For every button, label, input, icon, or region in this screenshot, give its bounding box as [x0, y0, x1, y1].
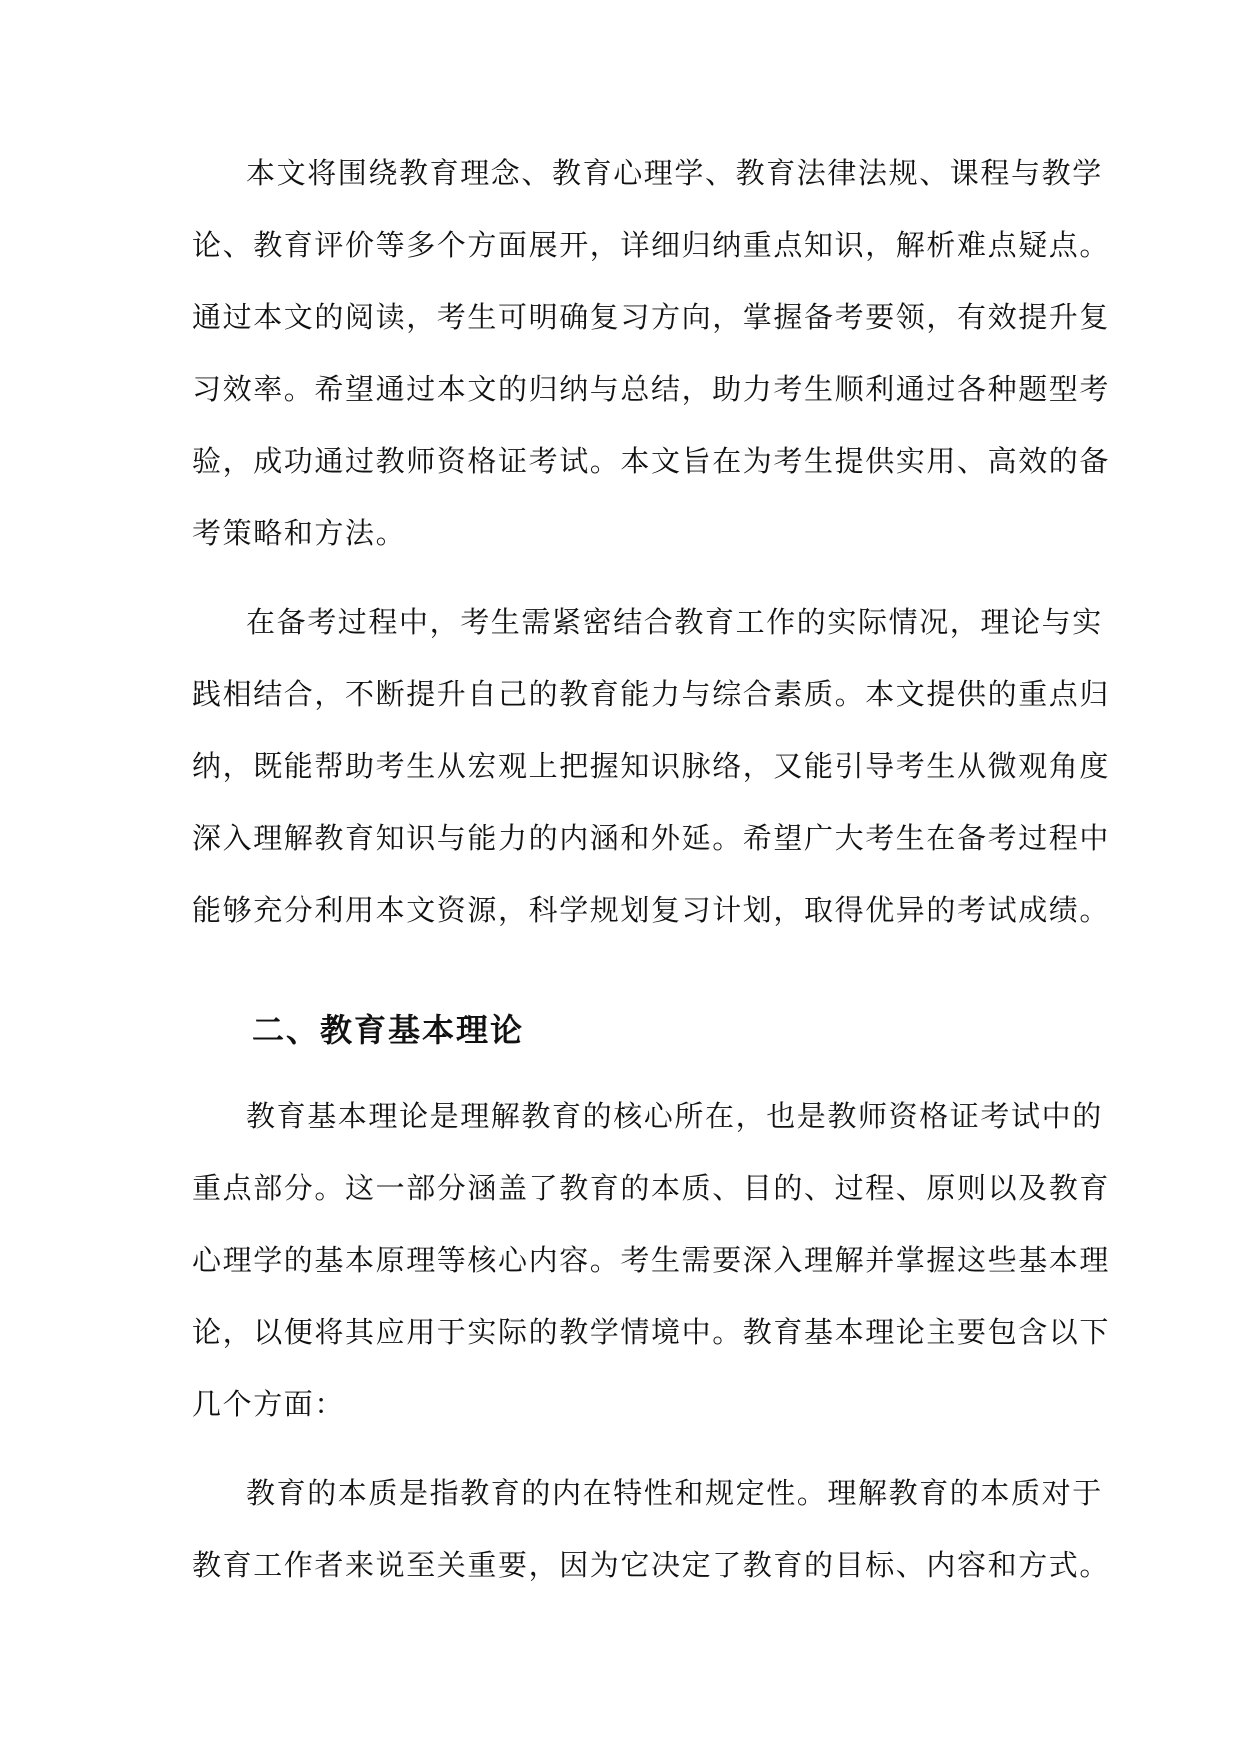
paragraph-line: 教育工作者来说至关重要，因为它决定了教育的目标、内容和方式。 — [192, 1548, 1111, 1582]
paragraph-line: 通过本文的阅读，考生可明确复习方向，掌握备考要领，有效提升复 — [192, 300, 1111, 334]
section-heading: 二、教育基本理论 — [252, 1011, 525, 1049]
paragraph-line: 教育基本理论是理解教育的核心所在，也是教师资格证考试中的 — [246, 1099, 1103, 1133]
paragraph-line: 论、教育评价等多个方面展开，详细归纳重点知识，解析难点疑点。 — [192, 228, 1111, 262]
paragraph-line: 纳，既能帮助考生从宏观上把握知识脉络，又能引导考生从微观角度 — [192, 749, 1111, 783]
paragraph-line: 论，以便将其应用于实际的教学情境中。教育基本理论主要包含以下 — [192, 1315, 1111, 1349]
paragraph-line: 习效率。希望通过本文的归纳与总结，助力考生顺利通过各种题型考 — [192, 372, 1111, 406]
paragraph-line: 在备考过程中，考生需紧密结合教育工作的实际情况，理论与实 — [246, 605, 1103, 639]
paragraph-line: 本文将围绕教育理念、教育心理学、教育法律法规、课程与教学 — [246, 156, 1103, 190]
paragraph-line: 心理学的基本原理等核心内容。考生需要深入理解并掌握这些基本理 — [192, 1243, 1111, 1277]
paragraph-line: 能够充分利用本文资源，科学规划复习计划，取得优异的考试成绩。 — [192, 893, 1111, 927]
paragraph-line: 深入理解教育知识与能力的内涵和外延。希望广大考生在备考过程中 — [192, 821, 1111, 855]
paragraph-line: 重点部分。这一部分涵盖了教育的本质、目的、过程、原则以及教育 — [192, 1171, 1111, 1205]
paragraph-line: 践相结合，不断提升自己的教育能力与综合素质。本文提供的重点归 — [192, 677, 1111, 711]
paragraph-line: 教育的本质是指教育的内在特性和规定性。理解教育的本质对于 — [246, 1476, 1103, 1510]
paragraph-line: 几个方面： — [192, 1387, 346, 1421]
paragraph-line: 考策略和方法。 — [192, 516, 407, 550]
paragraph-line: 验，成功通过教师资格证考试。本文旨在为考生提供实用、高效的备 — [192, 444, 1111, 478]
